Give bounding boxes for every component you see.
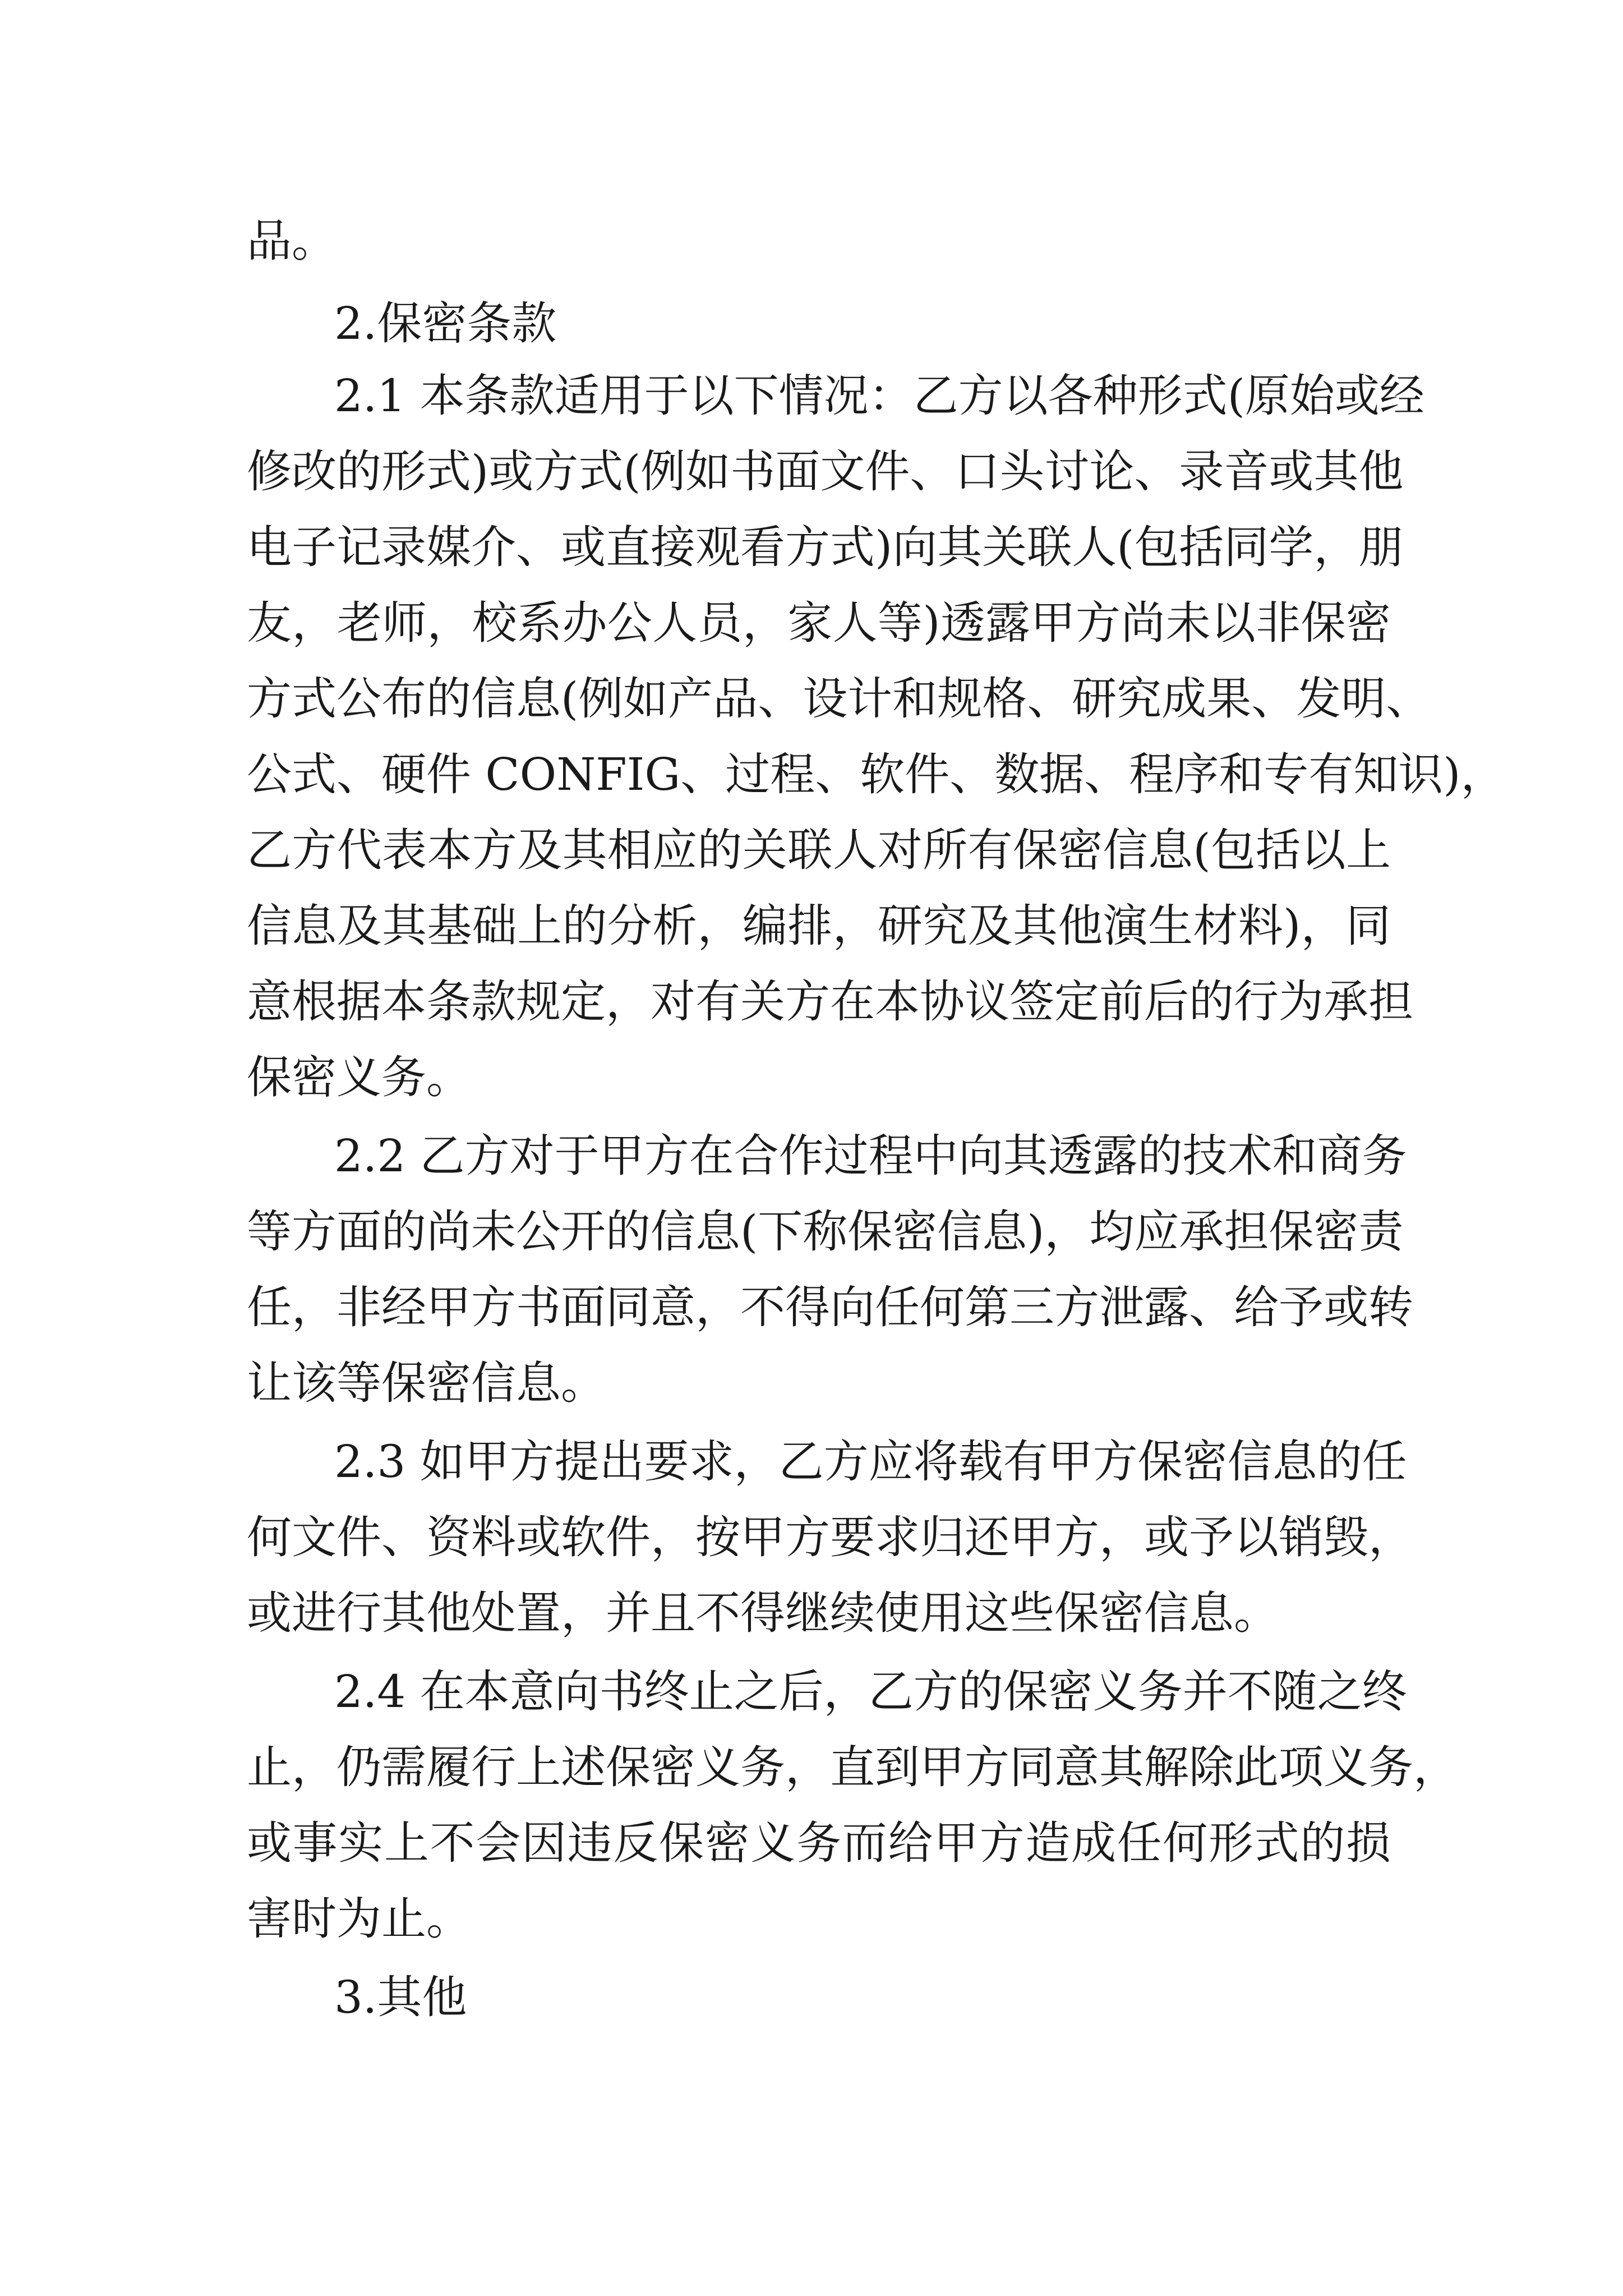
text-line: 或进行其他处置，并且不得继续使用这些保密信息。	[247, 1587, 1279, 1639]
text-line: 害时为止。	[247, 1893, 471, 1945]
text-line: 2.1 本条款适用于以下情况：乙方以各种形式(原始或经	[334, 370, 1424, 422]
text-line: 保密义务。	[247, 1051, 471, 1103]
text-line: 乙方代表本方及其相应的关联人对所有保密信息(包括以上	[247, 824, 1391, 876]
text-line: 信息及其基础上的分析，编排，研究及其他演生材料)，同	[247, 900, 1391, 952]
section-heading-other: 3.其他	[334, 1971, 467, 2023]
text-line: 公式、硬件 CONFIG、过程、软件、数据、程序和专有知识)，	[247, 748, 1506, 800]
text-line: 止，仍需履行上述保密义务，直到甲方同意其解除此项义务，	[247, 1741, 1458, 1793]
text-line: 品。	[247, 215, 336, 267]
text-line: 2.2 乙方对于甲方在合作过程中向其透露的技术和商务	[334, 1130, 1407, 1182]
text-line: 任，非经甲方书面同意，不得向任何第三方泄露、给予或转	[247, 1281, 1413, 1333]
text-line: 何文件、资料或软件，按甲方要求归还甲方，或予以销毁，	[247, 1511, 1413, 1563]
text-line: 等方面的尚未公开的信息(下称保密信息)，均应承担保密责	[247, 1205, 1404, 1258]
text-line: 2.3 如甲方提出要求，乙方应将载有甲方保密信息的任	[334, 1435, 1407, 1488]
text-line: 修改的形式)或方式(例如书面文件、口头讨论、录音或其他	[247, 445, 1404, 498]
text-line: 让该等保密信息。	[247, 1357, 606, 1409]
text-line: 电子记录媒介、或直接观看方式)向其关联人(包括同学，朋	[247, 521, 1404, 573]
text-line: 友，老师，校系办公人员，家人等)透露甲方尚未以非保密	[247, 597, 1391, 649]
text-line: 意根据本条款规定，对有关方在本协议签定前后的行为承担	[247, 976, 1413, 1028]
text-line: 或事实上不会因违反保密义务而给甲方造成任何形式的损	[247, 1817, 1391, 1869]
text-line: 2.4 在本意向书终止之后，乙方的保密义务并不随之终	[334, 1665, 1407, 1718]
text-line: 方式公布的信息(例如产品、设计和规格、研究成果、发明、	[247, 673, 1431, 725]
section-heading-confidentiality: 2.保密条款	[334, 297, 557, 349]
